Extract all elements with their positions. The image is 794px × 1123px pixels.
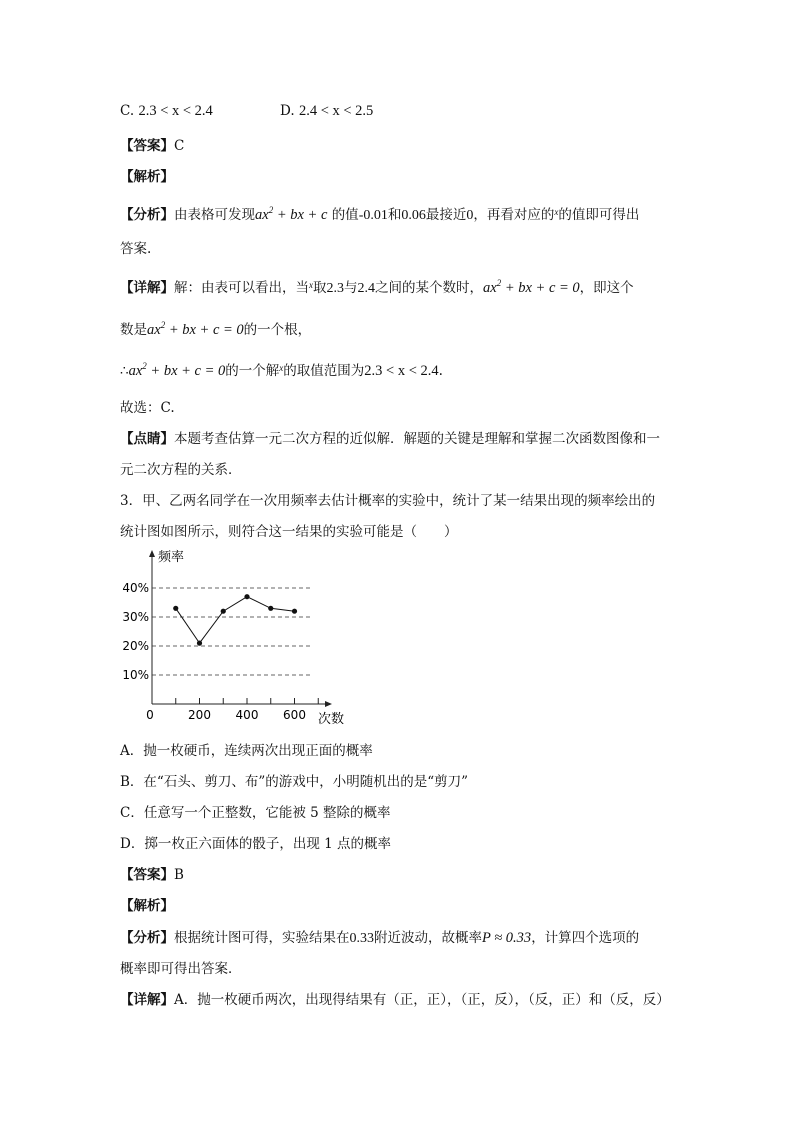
q3-fenxi-line-2: 概率即可得出答案．: [120, 961, 242, 977]
option-c-top: [120, 103, 213, 120]
x-tick-label: 600: [283, 708, 306, 722]
x-tick-label: 0: [146, 708, 154, 722]
data-point: [268, 606, 273, 611]
q3-option-d: D．掷一枚正六面体的骰子，出现 1 点的概率: [120, 836, 391, 852]
q2-answer: [120, 134, 184, 154]
fenxi-tag: 【分析】: [120, 207, 174, 223]
variable: x: [279, 363, 284, 373]
value: 0: [466, 208, 474, 223]
text: 和: [387, 207, 402, 223]
value: 0.06: [401, 208, 426, 223]
equation: $ax^2$ + bx + c = 0: [483, 278, 580, 296]
text: 最接近: [425, 207, 467, 223]
text: 之间的某个数时，: [375, 280, 483, 296]
data-point: [197, 641, 202, 646]
q3-xiangjie-line-1: [120, 988, 670, 1008]
y-tick-label: 20%: [122, 639, 149, 653]
q2-fenxi-line-1: [120, 203, 639, 224]
frequency-line-chart: [120, 548, 380, 728]
option-value: 2.3 < x < 2.4: [138, 103, 213, 119]
variable: x: [309, 280, 313, 290]
series-line: [176, 597, 295, 643]
text: 的值即可得出: [558, 207, 640, 223]
q2-xiangjie-line-3: [120, 359, 443, 380]
text: ，即这个: [579, 280, 634, 296]
x-tick-label: 200: [188, 708, 211, 722]
text: 本题考查估算一元二次方程的近似解．解题的关键是理解和掌握二次函数图像和一: [174, 431, 660, 447]
text: 由表格可发现: [174, 207, 255, 223]
answer-tag: 【答案】: [120, 867, 174, 883]
text: 解：由表可以看出，当: [174, 280, 309, 296]
option-label: C.: [120, 103, 135, 119]
value: 2.4: [357, 281, 375, 296]
q2-xiangjie-line-1: [120, 276, 634, 297]
q3-answer: [120, 863, 184, 883]
text: 的值: [331, 207, 359, 223]
x-tick-label: 400: [235, 708, 259, 722]
value: 2.3: [326, 281, 344, 296]
range: 2.3 < x < 2.4: [364, 363, 439, 379]
q2-analysis-tag: 【解析】: [120, 169, 174, 185]
value: -0.01: [358, 208, 388, 223]
dianjing-tag: 【点睛】: [120, 431, 174, 447]
text: 的取值范围为: [283, 363, 365, 379]
text: 的一个解: [225, 363, 280, 379]
answer-tag: 【答案】: [120, 138, 174, 154]
fenxi-tag: 【分析】: [120, 930, 174, 946]
y-tick-label: 40%: [122, 581, 149, 595]
therefore-symbol: ∴: [120, 363, 129, 379]
option-value: 2.4 < x < 2.5: [298, 103, 374, 119]
xiangjie-tag: 【详解】: [120, 992, 174, 1008]
q3-stem-line-2: 统计图如图所示，则符合这一结果的实验可能是（ ）: [120, 524, 458, 540]
q3-fenxi-line-1: [120, 926, 639, 947]
y-axis-label: 频率: [158, 550, 185, 565]
text: ，再看对应的: [473, 207, 555, 223]
variable: x: [554, 207, 559, 217]
q2-guxuan: 故选：C.: [120, 400, 175, 416]
text: .: [438, 363, 443, 379]
x-axis-arrow: [325, 701, 332, 707]
answer-value: C: [174, 138, 185, 154]
q3-stem-line-1: 3．甲、乙两名同学在一次用频率去估计概率的实验中，统计了某一结果出现的频率绘出的: [120, 493, 656, 509]
equation: $ax^2$ + bx + c = 0: [128, 361, 226, 379]
q2-dianjing-line-1: [120, 427, 660, 447]
x-axis-label: 次数: [318, 712, 345, 727]
equation: $ax^2$ + bx + c = 0: [147, 320, 244, 338]
option-label: D.: [280, 103, 295, 119]
q3-option-a: A．抛一枚硬币，连续两次出现正面的概率: [120, 743, 373, 759]
q3-option-c: C．任意写一个正整数，它能被 5 整除的概率: [120, 805, 391, 821]
q2-fenxi-line-2: 答案.: [120, 241, 152, 257]
axes: [149, 550, 332, 707]
text: A．抛一枚硬币两次，出现得结果有（正，正），（正，反），（反，正）和（反，反）: [174, 992, 670, 1008]
series: [173, 594, 297, 646]
probability-expression: P ≈ 0.33: [482, 930, 532, 946]
q2-xiangjie-line-2: [120, 318, 311, 339]
text: 根据统计图可得，实验结果在: [174, 930, 350, 946]
data-point: [221, 609, 226, 614]
data-point: [173, 606, 178, 611]
q3-analysis-tag: 【解析】: [120, 898, 174, 914]
text: ，计算四个选项的: [531, 930, 640, 946]
data-point: [292, 609, 297, 614]
q3-option-b: B．在“石头、剪刀、布”的游戏中，小明随机出的是“剪刀”: [120, 774, 469, 790]
y-tick-label: 30%: [122, 610, 149, 624]
text: 附近波动，故概率: [374, 930, 482, 946]
value: 0.33: [349, 931, 374, 946]
text: 取: [313, 280, 327, 296]
xiangjie-tag: 【详解】: [120, 280, 174, 296]
option-d-top: [280, 103, 373, 120]
y-tick-label: 10%: [122, 668, 149, 682]
q2-dianjing-line-2: 元二次方程的关系．: [120, 462, 242, 478]
text: 数是: [120, 322, 147, 338]
expression: $ax^2$ + bx + c: [255, 205, 328, 223]
x-ticks: [146, 698, 318, 722]
data-point: [244, 594, 249, 599]
y-tick-labels: [122, 581, 149, 682]
gridlines: [152, 588, 312, 675]
text: 与: [344, 280, 358, 296]
text: 的一个根，: [243, 322, 312, 338]
y-axis-arrow: [149, 550, 155, 557]
answer-value: B: [174, 867, 184, 883]
